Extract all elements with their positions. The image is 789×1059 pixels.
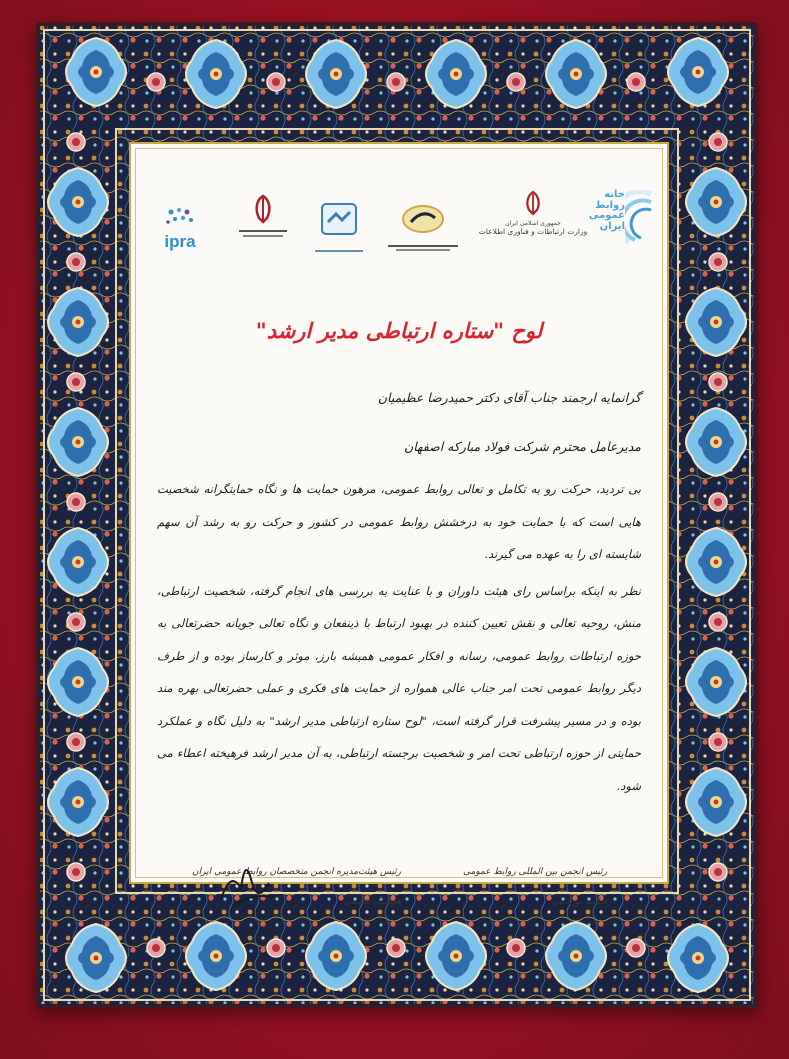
logo-row	[145, 186, 653, 266]
certificate-body	[157, 382, 641, 802]
ministry-ict-logo	[473, 190, 593, 236]
signature-role-left: رئیس هیئت‌مدیره انجمن متخصصان روابط عمومی ایران	[192, 867, 401, 877]
khaneh-line-3: عمومی	[588, 210, 625, 221]
khaneh-arc-icon	[625, 190, 655, 246]
association-emblem-icon	[401, 204, 445, 234]
ministry-emblem-icon	[521, 190, 545, 216]
signature-name-left: هوشنگ شفیعی	[343, 897, 401, 907]
handwritten-signature-icon	[211, 849, 281, 913]
greeting-line-2: مدیرعامل محترم شرکت فولاد مبارکه اصفهان	[404, 438, 641, 454]
ministry-name-label: وزارت ارتباطات و فناوری اطلاعات	[478, 227, 588, 237]
iran-emblem-icon	[250, 194, 276, 224]
handshake-caption-icon	[311, 247, 367, 255]
emblem-caption-icon	[235, 228, 291, 240]
khaneh-logo	[579, 190, 655, 246]
ipra-dots-icon	[163, 206, 197, 228]
handshake-icon	[320, 202, 358, 236]
signature-name-right: فیلیپ بورهاس	[552, 897, 607, 907]
association-caption-icon	[386, 243, 460, 253]
ministry-country-label: جمهوری اسلامی ایران	[505, 220, 561, 227]
signature-role-right: رئیس انجمن بین المللی روابط عمومی	[463, 867, 607, 877]
certificate-title: لوح "ستاره ارتباطی مدیر ارشد"	[255, 318, 543, 343]
association-logo	[383, 204, 463, 257]
paragraph-2: نظر به اینکه براساس رای هیئت داوران و با عنایت به بررسی های انجام گرفته، شخصیت ارتباطی، منش، روحیه تعالی و نقش تعیین کننده در بهبود ارتباط با ذینفعان و نگاه تعالی جویانه حضرتعالی به حوزه ارتباطات روابط عمومی، رسانه و افکار عمومی همیشه بارز، موثر و کارساز بوده و از طرف دیگر روابط عمومی تحت امر جناب عالی همواره از حمایت های فکری و عملی حضرتعالی بهره مند بوده و در مسیر پیشرفت قرار گرفته است، "لوح ستاره ارتباطی مدیر ارشد" به دلیل نگاه و عملکرد حمایتی از حوزه ارتباطی تحت امر و شخصیت برجسته ارتباطی، به آن مدیر ارشد فرهیخته اعطاء می شود.	[157, 583, 641, 793]
signature-block-right	[417, 857, 607, 917]
certificate-frame	[36, 22, 758, 1008]
signature-block-left	[181, 857, 401, 917]
emblem-caption	[233, 228, 293, 244]
khaneh-wordmark	[589, 190, 625, 232]
certificate-paper	[129, 142, 669, 907]
khaneh-line-1: خانه	[604, 189, 625, 200]
khaneh-line-4: ایران	[599, 220, 625, 232]
handshake-logo	[309, 202, 369, 259]
iran-emblem-logo	[233, 194, 293, 244]
greeting-line-1: گرانمایه ارجمند جناب آقای دکتر حمیدرضا عظیمیان	[377, 390, 641, 405]
paragraph-1: بی تردید، حرکت رو به تکامل و تعالی روابط عمومی، مرهون حمایت ها و نگاه حمایتگرانه شخصیت هایی است که با حمایت خود به درخشش روابط عمومی در کشور و حرکت رو به رشد آن سهم شایسته ای را به عهده می گیرند.	[157, 482, 641, 561]
khaneh-line-2: روابط	[595, 199, 625, 211]
ipra-logo	[145, 206, 215, 252]
ipra-wordmark: ipra	[164, 232, 196, 251]
